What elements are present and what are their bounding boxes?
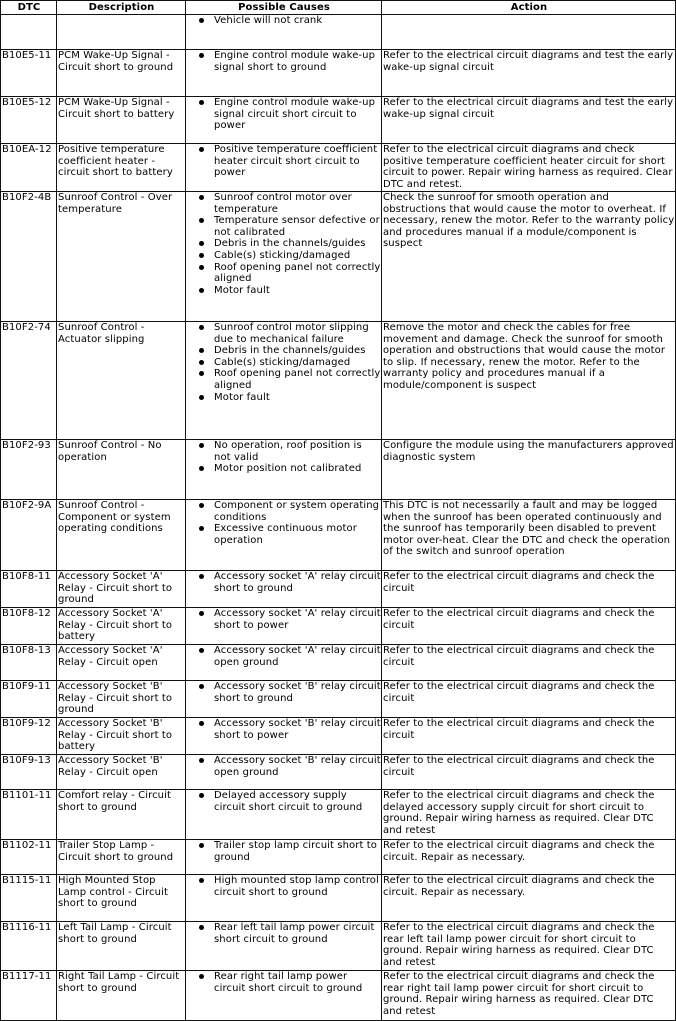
dtc-code-cell (1, 15, 57, 50)
table-row (1, 571, 676, 608)
possible-causes-cell (186, 97, 382, 144)
dtc-code-cell: B10F9-12 (1, 718, 57, 755)
table-row (1, 681, 676, 718)
description-cell: Accessory Socket 'B' Relay - Circuit open (57, 755, 186, 790)
description-cell: Accessory Socket 'A' Relay - Circuit short to battery (57, 608, 186, 645)
causes-list (190, 755, 381, 778)
description-cell: Sunroof Control - Over temperature (57, 192, 186, 322)
dtc-code-cell: B1116-11 (1, 922, 57, 971)
dtc-code-cell: B10F2-9A (1, 500, 57, 571)
cause-list-item: Delayed accessory supply circuit short circuit to ground (214, 790, 381, 813)
action-cell: Refer to the electrical circuit diagrams and check the circuit (382, 681, 676, 718)
table-row (1, 645, 676, 681)
causes-list (190, 608, 381, 631)
cause-list-item: Temperature sensor defective or not calibrated (214, 215, 380, 238)
table-row (1, 971, 676, 1021)
possible-causes-cell (186, 755, 382, 790)
cause-list-item: Accessory socket 'B' relay circuit open ground (214, 755, 381, 778)
action-cell: Refer to the electrical circuit diagrams and test the early wake-up signal circuit (382, 50, 676, 97)
description-cell (57, 15, 186, 50)
cause-list-item: Accessory socket 'B' relay circuit short to power (214, 718, 381, 741)
description-cell: Accessory Socket 'A' Relay - Circuit short to ground (57, 571, 186, 608)
possible-causes-cell (186, 15, 382, 50)
action-cell: Refer to the electrical circuit diagrams and check the circuit. Repair as necessary. (382, 840, 676, 875)
causes-list (190, 922, 381, 945)
description-cell: Accessory Socket 'B' Relay - Circuit short to battery (57, 718, 186, 755)
description-cell: Accessory Socket 'A' Relay - Circuit open (57, 645, 186, 681)
table-row (1, 192, 676, 322)
cause-list-item: Rear left tail lamp power circuit short circuit to ground (214, 922, 381, 945)
cause-list-item: High mounted stop lamp control circuit short to ground (214, 875, 381, 898)
possible-causes-cell (186, 50, 382, 97)
table-row (1, 322, 676, 440)
possible-causes-cell (186, 922, 382, 971)
dtc-code-cell: B1101-11 (1, 790, 57, 840)
possible-causes-cell (186, 322, 382, 440)
description-cell: Left Tail Lamp - Circuit short to ground (57, 922, 186, 971)
description-cell: Positive temperature coefficient heater - circuit short to battery (57, 144, 186, 192)
causes-list (190, 50, 381, 73)
table-row (1, 500, 676, 571)
dtc-code-cell: B10F9-13 (1, 755, 57, 790)
cause-list-item: Cable(s) sticking/damaged (214, 250, 381, 262)
action-cell: Configure the module using the manufacturers approved diagnostic system (382, 440, 676, 500)
table-row (1, 440, 676, 500)
cause-list-item: Accessory socket 'B' relay circuit short to ground (214, 681, 381, 704)
dtc-code-cell: B10F8-13 (1, 645, 57, 681)
causes-list (190, 645, 381, 668)
dtc-code-cell: B10F8-12 (1, 608, 57, 645)
cause-list-item: Roof opening panel not correctly aligned (214, 368, 381, 391)
action-cell: Check the sunroof for smooth operation and obstructions that would cause the motor to overheat. If necessary, renew the motor. Refer to the warranty policy and procedures manual if a module/component is suspect (382, 192, 676, 322)
possible-causes-cell (186, 192, 382, 322)
cause-list-item: Vehicle will not crank (214, 15, 381, 27)
table-row (1, 875, 676, 922)
cause-list-item: Sunroof control motor slipping due to mechanical failure (214, 322, 381, 345)
possible-causes-cell (186, 681, 382, 718)
table-row (1, 840, 676, 875)
causes-list (190, 681, 381, 704)
description-cell: Right Tail Lamp - Circuit short to ground (57, 971, 186, 1021)
cause-list-item: Motor fault (214, 285, 381, 297)
description-cell: Sunroof Control - No operation (57, 440, 186, 500)
dtc-code-cell: B1117-11 (1, 971, 57, 1021)
cause-list-item: No operation, roof position is not valid (214, 440, 381, 463)
action-cell: Refer to the electrical circuit diagrams and check positive temperature coefficient heater circuit for short circuit to power. Repair wiring harness as required. Clear DTC and retest. (382, 144, 676, 192)
cause-list-item: Trailer stop lamp circuit short to ground (214, 840, 381, 863)
cause-list-item: Engine control module wake-up signal circuit short circuit to power (214, 97, 381, 132)
cause-list-item: Accessory socket 'A' relay circuit open ground (214, 645, 381, 668)
table-row (1, 608, 676, 645)
causes-list (190, 790, 381, 813)
cause-list-item: Motor fault (214, 392, 381, 404)
possible-causes-cell (186, 875, 382, 922)
causes-list (190, 440, 381, 475)
action-cell: This DTC is not necessarily a fault and may be logged when the sunroof has been operated continuously and the sunroof has temporarily been disabled to prevent motor over-heat. Clear the DTC and check the operation of the switch and sunroof operation (382, 500, 676, 571)
dtc-code-cell: B1102-11 (1, 840, 57, 875)
dtc-code-cell: B10F9-11 (1, 681, 57, 718)
description-column-header: Description (57, 1, 186, 15)
dtc-code-cell: B10E5-11 (1, 50, 57, 97)
description-cell: PCM Wake-Up Signal - Circuit short to battery (57, 97, 186, 144)
possible-causes-cell (186, 718, 382, 755)
dtc-code-cell: B10F8-11 (1, 571, 57, 608)
action-cell: Refer to the electrical circuit diagrams and check the rear left tail lamp power circuit for short circuit to ground. Repair wiring harness as required. Clear DTC and retest (382, 922, 676, 971)
dtc-code-cell: B10EA-12 (1, 144, 57, 192)
causes-list (190, 875, 381, 898)
possible-causes-cell (186, 790, 382, 840)
cause-list-item: Component or system operating conditions (214, 500, 380, 523)
cause-list-item: Motor position not calibrated (214, 463, 381, 475)
description-cell: Comfort relay - Circuit short to ground (57, 790, 186, 840)
description-cell: High Mounted Stop Lamp control - Circuit short to ground (57, 875, 186, 922)
possible-causes-cell (186, 144, 382, 192)
dtc-code-cell: B10F2-74 (1, 322, 57, 440)
causes-list (190, 971, 381, 994)
causes-list (190, 97, 381, 132)
possible-causes-cell (186, 571, 382, 608)
action-cell: Refer to the electrical circuit diagrams and check the circuit (382, 608, 676, 645)
table-header-row (1, 1, 676, 15)
cause-list-item: Debris in the channels/guides (214, 238, 381, 250)
dtc-code-cell: B10F2-93 (1, 440, 57, 500)
cause-list-item: Accessory socket 'A' relay circuit short to power (214, 608, 381, 631)
cause-list-item: Sunroof control motor over temperature (214, 192, 381, 215)
causes-list (190, 15, 381, 27)
action-cell (382, 15, 676, 50)
action-cell: Refer to the electrical circuit diagrams and check the rear right tail lamp power circuit for short circuit to ground. Repair wiring harness as required. Clear DTC and retest (382, 971, 676, 1021)
causes-list (190, 840, 381, 863)
possible-causes-cell (186, 971, 382, 1021)
possible-causes-cell (186, 608, 382, 645)
table-body (1, 15, 676, 1021)
action-cell: Refer to the electrical circuit diagrams and check the circuit (382, 645, 676, 681)
table-row (1, 144, 676, 192)
causes-list (190, 192, 381, 296)
causes-list (190, 144, 381, 179)
action-cell: Refer to the electrical circuit diagrams and check the circuit (382, 571, 676, 608)
causes-list (190, 571, 381, 594)
dtc-code-cell: B1115-11 (1, 875, 57, 922)
cause-list-item: Positive temperature coefficient heater circuit short circuit to power (214, 144, 381, 179)
table-row (1, 718, 676, 755)
possible-causes-cell (186, 440, 382, 500)
dtc-column-header: DTC (1, 1, 57, 15)
cause-list-item: Debris in the channels/guides (214, 345, 381, 357)
cause-list-item: Cable(s) sticking/damaged (214, 357, 381, 369)
possible-causes-cell (186, 840, 382, 875)
table-row (1, 790, 676, 840)
description-cell: Sunroof Control - Actuator slipping (57, 322, 186, 440)
description-cell: Accessory Socket 'B' Relay - Circuit short to ground (57, 681, 186, 718)
table-row (1, 15, 676, 50)
table-row (1, 97, 676, 144)
cause-list-item: Rear right tail lamp power circuit short circuit to ground (214, 971, 381, 994)
possible-causes-cell (186, 500, 382, 571)
cause-list-item: Accessory socket 'A' relay circuit short to ground (214, 571, 381, 594)
action-cell: Remove the motor and check the cables for free movement and damage. Check the sunroof for smooth operation and obstructions that would cause the motor to slip. If necessary, renew the motor. Refer to the warranty policy and procedures manual if a module/component is suspect (382, 322, 676, 440)
causes-list (190, 718, 381, 741)
cause-list-item: Roof opening panel not correctly aligned (214, 261, 381, 285)
dtc-code-cell: B10E5-12 (1, 97, 57, 144)
possible-causes-cell (186, 645, 382, 681)
action-cell: Refer to the electrical circuit diagrams and test the early wake-up signal circuit (382, 97, 676, 144)
action-column-header: Action (382, 1, 676, 15)
description-cell: Trailer Stop Lamp - Circuit short to ground (57, 840, 186, 875)
causes-column-header: Possible Causes (186, 1, 382, 15)
causes-list (190, 500, 381, 546)
description-cell: Sunroof Control - Component or system operating conditions (57, 500, 186, 571)
cause-list-item: Engine control module wake-up signal short to ground (214, 50, 381, 73)
action-cell: Refer to the electrical circuit diagrams and check the circuit (382, 755, 676, 790)
cause-list-item: Excessive continuous motor operation (214, 523, 381, 546)
causes-list (190, 322, 381, 403)
table-row (1, 50, 676, 97)
table-row (1, 755, 676, 790)
dtc-code-cell: B10F2-4B (1, 192, 57, 322)
action-cell: Refer to the electrical circuit diagrams and check the circuit (382, 718, 676, 755)
action-cell: Refer to the electrical circuit diagrams and check the circuit. Repair as necessary. (382, 875, 676, 922)
description-cell: PCM Wake-Up Signal - Circuit short to ground (57, 50, 186, 97)
action-cell: Refer to the electrical circuit diagrams and check the delayed accessory supply circuit for short circuit to ground. Repair wiring harness as required. Clear DTC and retest (382, 790, 676, 840)
table-row (1, 922, 676, 971)
